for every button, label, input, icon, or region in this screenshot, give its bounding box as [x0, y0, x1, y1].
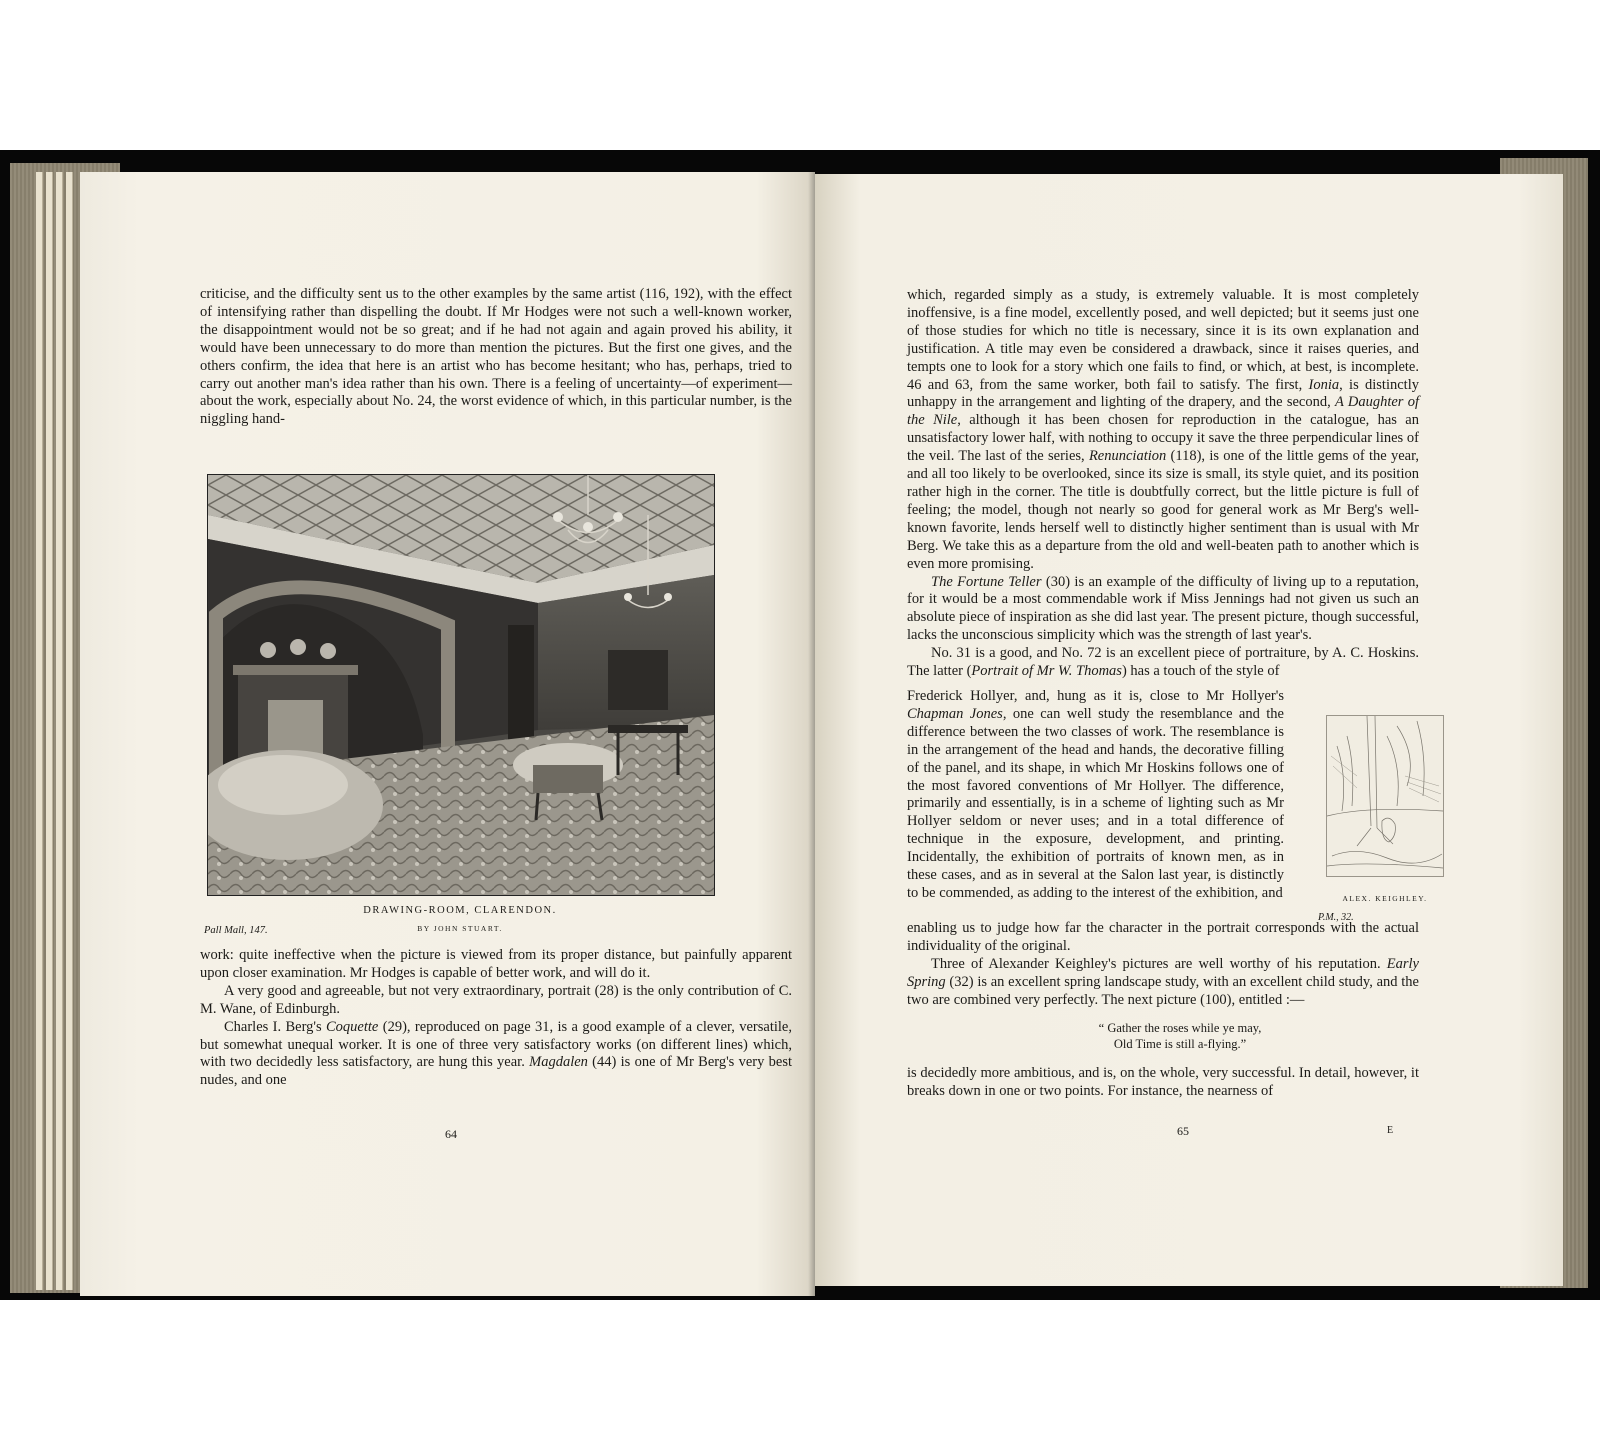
page-edges: [66, 172, 73, 1290]
right-wrap-text: [907, 688, 1284, 903]
right-lower-text: [907, 920, 1419, 1010]
sketch-caption: ALEX. KEIGHLEY.: [1342, 894, 1428, 903]
paragraph: Frederick Hollyer, and, hung as it is, close to Mr Hollyer's Chapman Jones, one can well study the resemblance and the difference between the two classes of work. The resemblance is in the arrangement of the head and hands, the decorative filling of the panel, and its shape, in which Mr Hoskins follows one of the most favored conventions of Mr Hollyer. The difference, primarily and essentially, is in a scheme of lighting such as Mr Hollyer seldom or never uses; and in a total difference of technique in the exposure, development, and printing. Incidentally, the exhibition of portraits of known men, as in these cases, and as in several at the Salon last year, is distinctly to be commended, as adding to the interest of the exhibition, and: [907, 688, 1284, 901]
left-top-text: [200, 286, 792, 429]
paragraph: work: quite ineffective when the picture is viewed from its proper distance, but painfully apparent upon closer examination. Mr Hodges is capable of better work, and will do it.: [200, 947, 792, 981]
page-edges: [46, 172, 53, 1290]
page-edges: [56, 172, 63, 1290]
page-number: 64: [445, 1127, 457, 1141]
left-bottom-text: [200, 947, 792, 1090]
drawing-room-photo: [207, 474, 715, 896]
page-edges: [36, 172, 43, 1290]
quote-line: “ Gather the roses while ye may,: [1098, 1021, 1262, 1035]
paragraph: which, regarded simply as a study, is extremely valuable. It is most completely inoffensive, is a fine model, excellently posed, and well depicted; but it seems just one of those studies for which no title is necessary, since it is its own explanation and justification. A title may even be considered a drawback, since it raises queries, and tempts one to look for a story which one fails to find, or which, at best, is incomplete. 46 and 63, from the same worker, both fail to satisfy. The first, Ionia, is distinctly unhappy in the arrangement and lighting of the drapery, and the second, A Daughter of the Nile, although it has been chosen for reproduction in the catalogue, has an unsatisfactory lower half, with nothing to occupy it save the three perpendicular lines of the veil. The last of the series, Renunciation (118), is one of the little gems of the year, and all too likely to be overlooked, since its size is small, its style quiet, and its position rather high in the corner. The title is doubtfully correct, but the little picture is full of feeling; the model, though not nearly so good for general work as Mr Berg's well-known favorite, lends herself well to distinctly higher sentiment than is usual with Mr Berg. We take this as a departure from the old and well-beaten path to another which is even more promising.: [907, 287, 1419, 572]
sketch-credit: P.M., 32.: [1318, 912, 1354, 923]
paragraph: Charles I. Berg's Coquette (29), reproduced on page 31, is a good example of a clever, versatile, but somewhat unequal worker. It is one of three very satisfactory works (on different lines) which, with two decidedly less satisfactory, are hung this year. Magdalen (44) is one of Mr Berg's very best nudes, and one: [200, 1018, 792, 1089]
paragraph: Three of Alexander Keighley's pictures are well worthy of his reputation. Early Spring (32) is an excellent spring landscape study, with an excellent child study, and the two are combined very perfectly. The next picture (100), entitled :—: [907, 955, 1419, 1008]
right-page: [815, 174, 1563, 1286]
paragraph: A very good and agreeable, but not very extraordinary, portrait (28) is the only contribution of C. M. Wane, of Edinburgh.: [200, 982, 792, 1017]
paragraph: enabling us to judge how far the character in the portrait corresponds with the actual individuality of the original.: [907, 920, 1419, 954]
quote-line: Old Time is still a-flying.”: [1113, 1037, 1247, 1051]
paragraph: criticise, and the difficulty sent us to the other examples by the same artist (116, 192), with the effect of intensifying rather than dispelling the doubt. If Mr Hodges were not such a well-known worker, the disappointment would not be so great; and if he had not again and again proved his ability, it would have been unnecessary to do more than mention the pictures. But the first one gives, and the others confirm, the idea that here is an artist who has become hesitant; who has, perhaps, tried to carry out another man's idea rather than his own. There is a feeling of uncertainty—of experiment—about the work, especially about No. 24, the worst evidence of which, in this particular number, is the niggling hand-: [200, 286, 792, 428]
verse-quote: [965, 1020, 1395, 1052]
paragraph: The Fortune Teller (30) is an example of the difficulty of living up to a reputation, for it would be a most commendable work if Miss Jennings had not given us such an absolute piece of inspiration as she did last year. The present picture, though successful, lacks the unconscious simplicity which was the strength of last year's.: [907, 573, 1419, 644]
paragraph: No. 31 is a good, and No. 72 is an excellent piece of portraiture, by A. C. Hoskins. The latter (Portrait of Mr W. Thomas) has a touch of the style of: [907, 645, 1419, 680]
photo-caption: DRAWING-ROOM, CLARENDON.: [363, 905, 557, 916]
photo-byline: BY JOHN STUART.: [417, 924, 503, 933]
right-bottom-text: [907, 1065, 1419, 1101]
signature-mark: E: [1387, 1125, 1394, 1136]
photo-credit: Pall Mall, 147.: [204, 925, 268, 936]
page-number: 65: [1177, 1124, 1189, 1138]
left-page: [80, 172, 815, 1296]
right-top-text: [907, 287, 1419, 681]
paragraph: is decidedly more ambitious, and is, on the whole, very successful. In detail, however, it breaks down in one or two points. For instance, the nearness of: [907, 1065, 1419, 1099]
keighley-sketch: [1326, 715, 1444, 877]
